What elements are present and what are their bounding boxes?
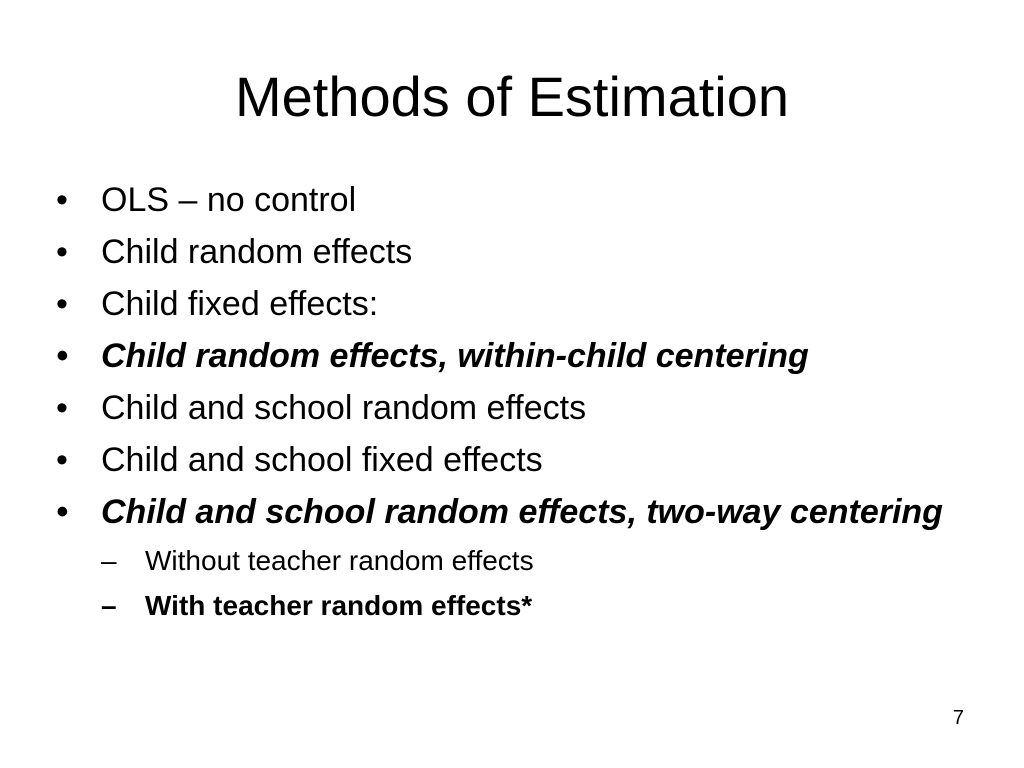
bullet-item [56, 388, 976, 428]
bullet-text: Child and school random effects, two-way centering [101, 493, 943, 531]
bullet-item [56, 440, 976, 480]
bullet-list [56, 180, 976, 634]
bullet-text: Child and school fixed effects [101, 441, 543, 479]
bullet-item [56, 180, 976, 220]
sub-bullet-container [56, 544, 976, 623]
bullet-text: Child random effects [101, 233, 413, 271]
bullet-marker: • [56, 337, 68, 375]
page-number: 7 [952, 707, 964, 729]
bullet-item-emphasized [56, 336, 976, 376]
bullet-marker: • [56, 441, 68, 479]
bullet-marker: • [56, 493, 68, 531]
sub-bullet-item-bold [101, 589, 1021, 623]
bullet-item [56, 232, 976, 272]
bullet-item [56, 284, 976, 324]
bullet-marker: • [56, 285, 68, 323]
bullet-marker: • [56, 389, 68, 427]
bullet-text: Child random effects, within-child centering [101, 337, 809, 375]
bullet-text: Child and school random effects [101, 389, 587, 427]
slide-title: Methods of Estimation [234, 65, 790, 128]
sub-bullet-text: Without teacher random effects [145, 545, 534, 576]
sub-bullet-text: With teacher random effects* [145, 590, 533, 621]
bullet-marker: • [56, 181, 68, 219]
dash-marker: – [101, 545, 117, 576]
sub-bullet-list [101, 544, 1021, 623]
dash-marker: – [101, 590, 117, 621]
bullet-marker: • [56, 233, 68, 271]
bullet-item-emphasized [56, 492, 976, 532]
sub-bullet-item [101, 544, 1021, 578]
bullet-text: OLS – no control [101, 181, 357, 219]
bullet-text: Child fixed effects: [101, 285, 379, 323]
